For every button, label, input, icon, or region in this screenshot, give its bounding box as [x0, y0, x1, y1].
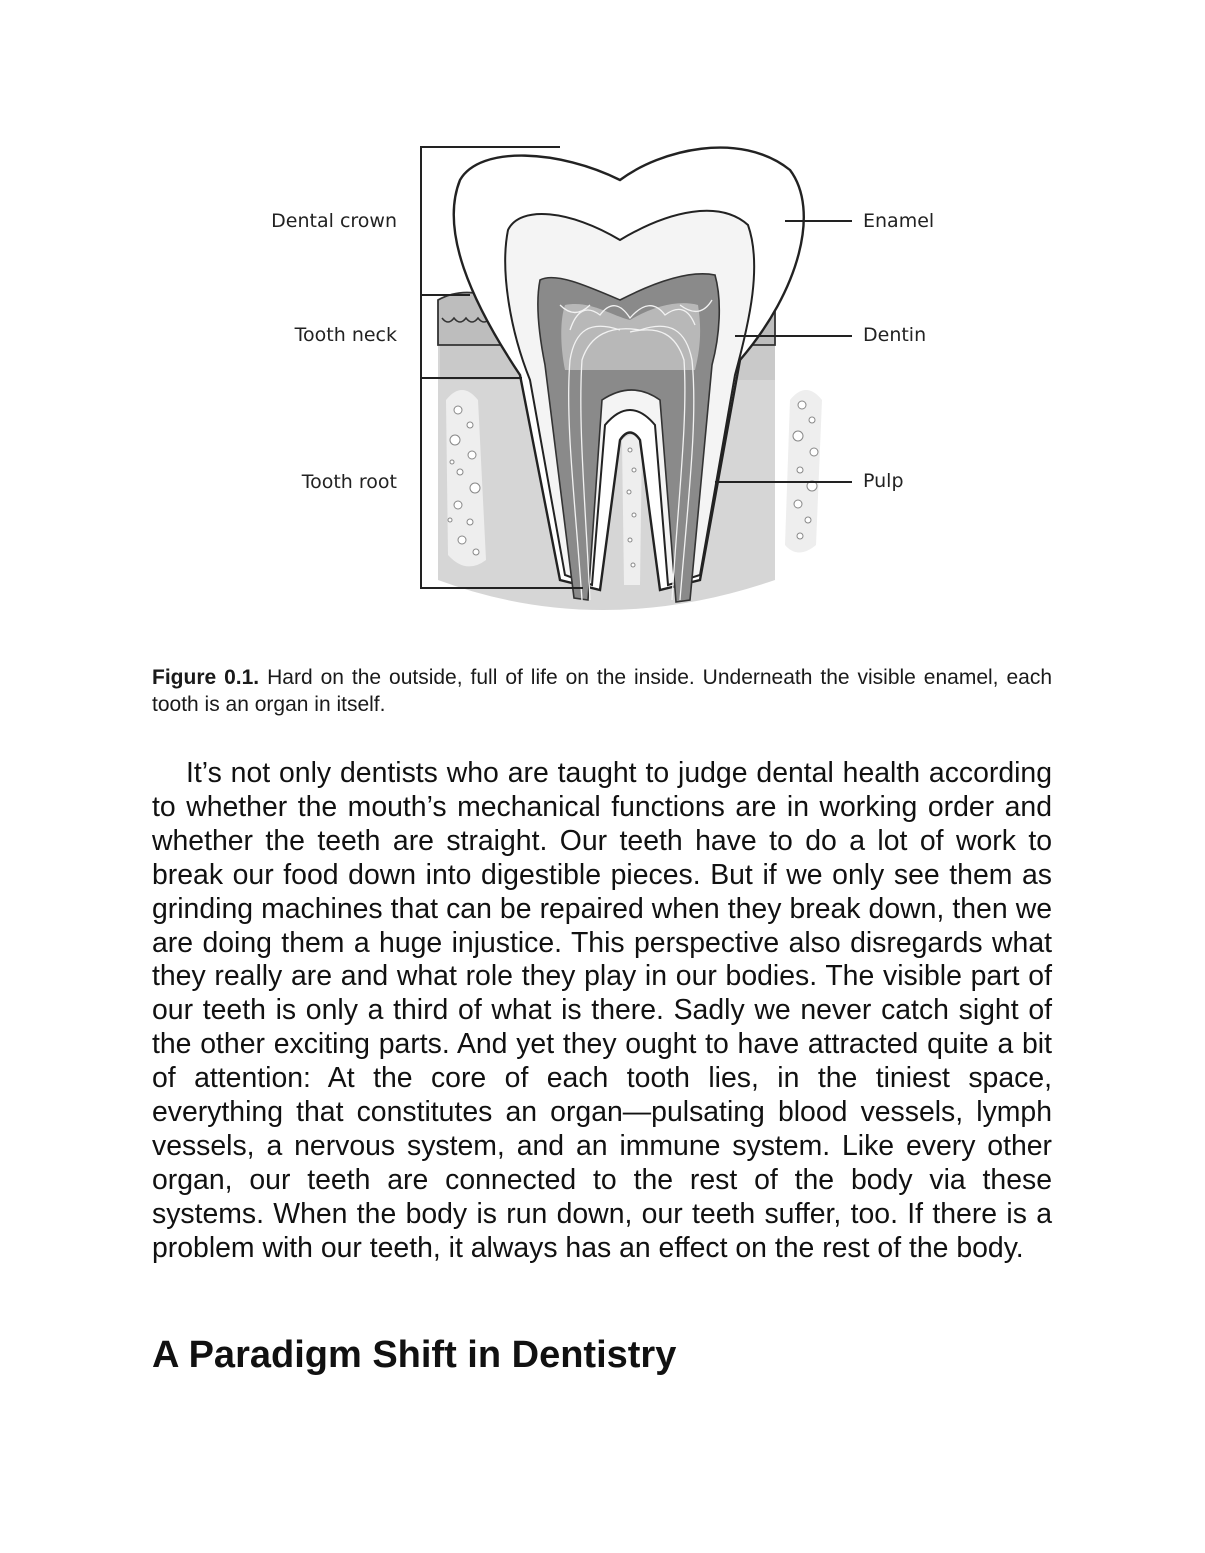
label-tooth-root: Tooth root	[301, 471, 397, 493]
label-enamel: Enamel	[863, 210, 935, 232]
caption-label: Figure 0.1.	[152, 666, 260, 689]
section-heading: A Paradigm Shift in Dentistry	[152, 1334, 677, 1376]
label-dental-crown: Dental crown	[271, 210, 397, 232]
label-pulp: Pulp	[863, 470, 904, 492]
figure-caption	[152, 664, 1052, 718]
label-tooth-neck: Tooth neck	[294, 324, 397, 346]
tooth-illustration	[0, 0, 1205, 650]
label-dentin: Dentin	[863, 324, 927, 346]
caption-text: Hard on the outside, full of life on the inside. Underneath the visible enamel, each tooth is an organ in itself.	[152, 666, 1052, 716]
tooth-anatomy-figure	[0, 0, 1205, 650]
body-paragraph: It’s not only dentists who are taught to judge dental health according to whether the mouth’s mechanical functions are in working order and whether the teeth are straight. Our teeth have to do a lot of work to break our food down into digestible pieces. But if we only see them as grinding machines that can be repaired when they break down, then we are doing them a huge injustice. This perspective also disregards what they really are and what role they play in our bodies. The visible part of our teeth is only a third of what is there. Sadly we never catch sight of the other exciting parts. And yet they ought to have attracted quite a bit of attention: At the core of each tooth lies, in the tiniest space, everything that constitutes an organ—pulsating blood vessels, lymph vessels, a nervous system, and an immune system. Like every other organ, our teeth are connected to the rest of the body via these systems. When the body is run down, our teeth suffer, too. If there is a problem with our teeth, it always has an effect on the rest of the body.	[152, 757, 1052, 1264]
